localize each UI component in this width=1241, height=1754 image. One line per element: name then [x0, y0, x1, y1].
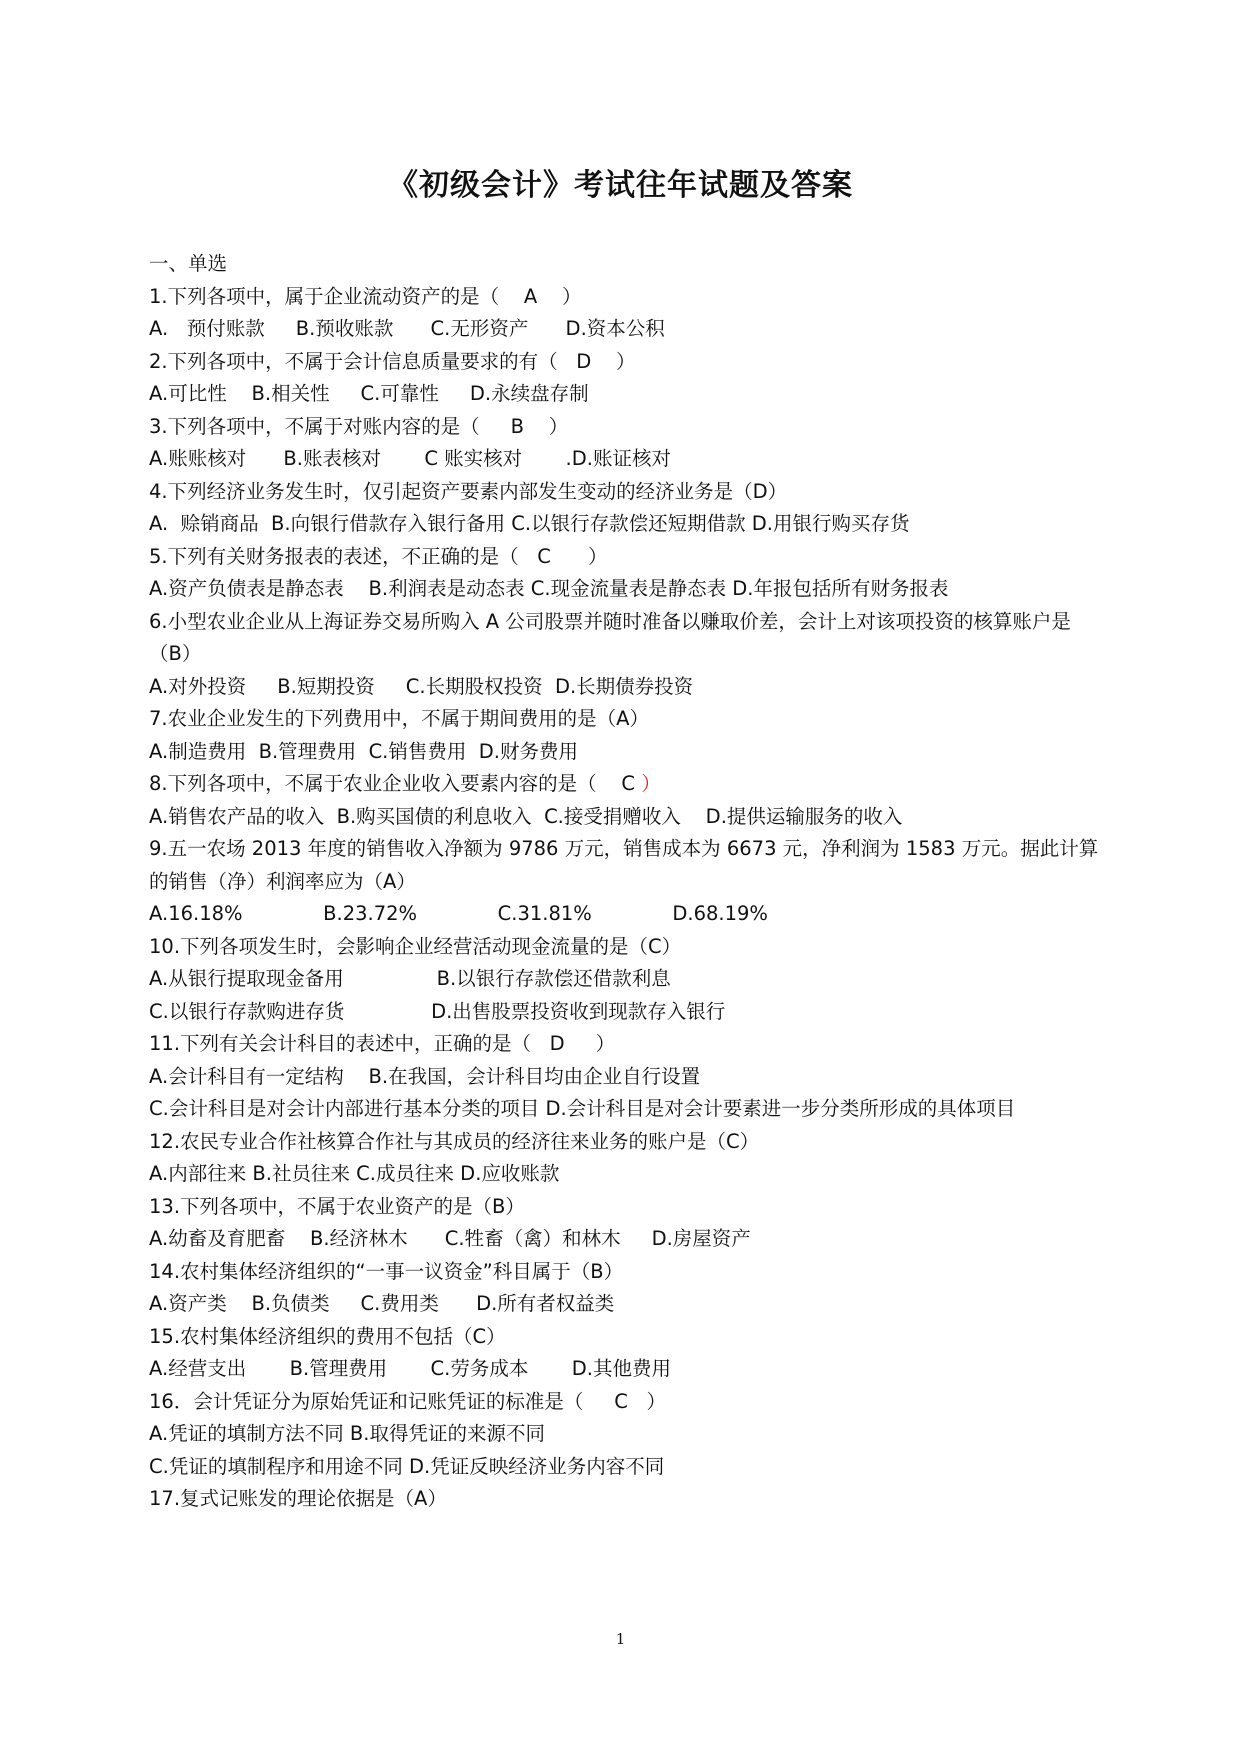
text-line: 17.复式记账发的理论依据是（A） [149, 1487, 447, 1510]
text-line: A.会计科目有一定结构 B.在我国，会计科目均由企业自行设置 [149, 1064, 701, 1088]
text-line: 5.下列有关财务报表的表述，不正确的是（ C ） [149, 544, 608, 568]
text-line: 15.农村集体经济组织的费用不包括（C） [149, 1324, 506, 1348]
document-body [149, 248, 1099, 1516]
text-line: A.内部往来 B.社员往来 C.成员往来 D.应收账款 [149, 1162, 560, 1185]
text-line: A.账账核对 B.账表核对 C 账实核对 .D.账证核对 [149, 447, 671, 470]
section-heading: 一、单选 [149, 252, 228, 275]
text-line: A. 赊销商品 B.向银行借款存入银行备用 C.以银行存款偿还短期借款 D.用银行购买存货 [149, 512, 910, 535]
text-line: A.从银行提取现金备用 B.以银行存款偿还借款利息 [149, 967, 671, 990]
text-line: 1.下列各项中，属于企业流动资产的是（ A ） [149, 284, 582, 308]
text-line: 7.农业企业发生的下列费用中，不属于期间费用的是（A） [149, 707, 649, 730]
text-line: C.会计科目是对会计内部进行基本分类的项目 D.会计科目是对会计要素进一步分类所形成的具体项目 [149, 1097, 1016, 1120]
text-line: A.资产负债表是静态表 B.利润表是动态表 C.现金流量表是静态表 D.年报包括所有财务报表 [149, 577, 949, 600]
text-line: 12.农民专业合作社核算合作社与其成员的经济往来业务的账户是（C） [149, 1129, 760, 1153]
question-8-text: 8.下列各项中，不属于农业企业收入要素内容的是（ C [149, 772, 642, 795]
question-8-closing-paren: ） [641, 772, 661, 795]
document-title: 《初级会计》考试往年试题及答案 [388, 168, 853, 203]
text-line: 3.下列各项中，不属于对账内容的是（ B ） [149, 414, 569, 438]
question-8 [149, 768, 1099, 801]
text-line: 11.下列有关会计科目的表述中，正确的是（ D ） [149, 1032, 616, 1055]
text-line: C.以银行存款购进存货 D.出售股票投资收到现款存入银行 [149, 999, 726, 1023]
text-line: A.销售农产品的收入 B.购买国债的利息收入 C.接受捐赠收入 D.提供运输服务的收入 [149, 804, 903, 828]
text-line: A.制造费用 B.管理费用 C.销售费用 D.财务费用 [149, 739, 578, 763]
text-line: 16．会计凭证分为原始凭证和记账凭证的标准是（ C ） [149, 1389, 667, 1413]
text-line: A.可比性 B.相关性 C.可靠性 D.永续盘存制 [149, 382, 589, 405]
text-line: 6.小型农业企业从上海证券交易所购入 A 公司股票并随时准备以赚取价差，会计上对该项投资的核算账户是（B） [149, 609, 1071, 665]
text-line: A.幼畜及育肥畜 B.经济林木 C.牲畜（禽）和林木 D.房屋资产 [149, 1227, 751, 1250]
text-line: A.对外投资 B.短期投资 C.长期股权投资 D.长期债券投资 [149, 674, 694, 698]
text-line: A.经营支出 B.管理费用 C.劳务成本 D.其他费用 [149, 1357, 671, 1380]
text-line: 14.农村集体经济组织的“一事一议资金”科目属于（B） [149, 1259, 624, 1283]
text-line: 13.下列各项中，不属于农业资产的是（B） [149, 1194, 525, 1218]
text-line: 4.下列经济业务发生时，仅引起资产要素内部发生变动的经济业务是（D） [149, 479, 788, 503]
text-line: A. 预付账款 B.预收账款 C.无形资产 D.资本公积 [149, 317, 665, 340]
text-line: 10.下列各项发生时，会影响企业经营活动现金流量的是（C） [149, 934, 682, 958]
text-line: 9.五一农场 2013 年度的销售收入净额为 9786 万元，销售成本为 6673 元，净利润为 1583 万元。据此计算的销售（净）利润率应为（A） [149, 837, 1099, 893]
text-line: A.16.18% B.23.72% C.31.81% D.68.19% [149, 902, 768, 925]
text-line: A.资产类 B.负债类 C.费用类 D.所有者权益类 [149, 1292, 615, 1315]
page-number: 1 [615, 1630, 626, 1648]
text-line: C.凭证的填制程序和用途不同 D.凭证反映经济业务内容不同 [149, 1454, 665, 1478]
text-line: A.凭证的填制方法不同 B.取得凭证的来源不同 [149, 1422, 545, 1445]
text-line: 2.下列各项中，不属于会计信息质量要求的有（ D ） [149, 349, 636, 373]
